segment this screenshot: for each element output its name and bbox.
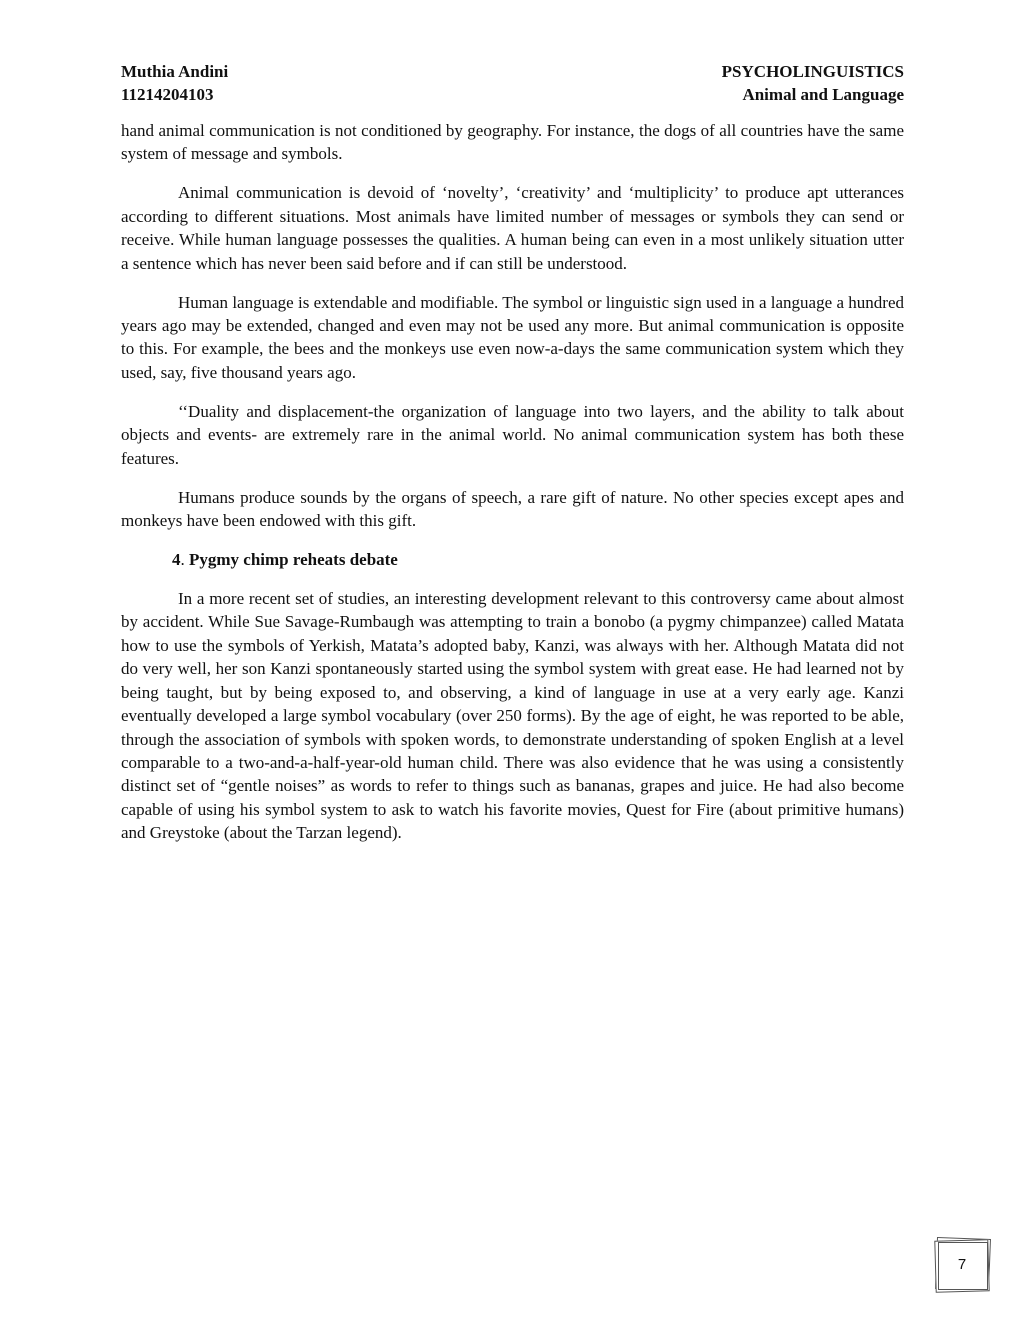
header-left [121,60,228,106]
page-number: 7 [957,1256,967,1273]
paragraph: ‘‘Duality and displacement-the organization of language into two layers, and the ability to talk about objects and events- are extremely rare in the animal world. No animal communication system has both these features. [121,401,904,468]
document-body [121,119,904,860]
student-id: 11214204103 [121,85,214,104]
paragraph: Humans produce sounds by the organs of speech, a rare gift of nature. No other species except apes and monkeys have been endowed with this gift. [121,487,904,531]
paragraph: Animal communication is devoid of ‘novelty’, ‘creativity’ and ‘multiplicity’ to produce apt utterances according to different situations. Most animals have limited number of messages or symbols they can send or receive. While human language possesses the qualities. A human being can even in a most unlikely situation utter a sentence which has never been said before and if can still be understood. [121,183,904,273]
paragraph: Human language is extendable and modifiable. The symbol or linguistic sign used in a language a hundred years ago may be extended, changed and even may not be used any more. But animal communication is opposite to this. For example, the bees and the monkeys use even now-a-days the same communication system which they used, say, five thousand years ago. [121,292,904,382]
paragraph: In a more recent set of studies, an interesting development relevant to this controversy came about almost by accident. While Sue Savage-Rumbaugh was attempting to train a bonobo (a pygmy chimpanzee) called Matata how to use the symbols of Yerkish, Matata’s adopted baby, Kanzi, was always with her. Although Matata did not do very well, her son Kanzi spontaneously started using the symbol system with great ease. He had learned not by being taught, but by being exposed to, and observing, a kind of language in use at a very early age. Kanzi eventually developed a large symbol vocabulary (over 250 forms). By the age of eight, he was reported to be able, through the association of symbols with spoken words, to demonstrate understanding of spoken English at a level comparable to a two-and-a-half-year-old human child. There was also evidence that he was using a consistently distinct set of “gentle noises” as words to refer to things such as bananas, grapes and juice. He had also become capable of using his symbol system to ask to watch his favorite movies, Quest for Fire (about primitive humans) and Greystoke (about the Tarzan legend). [121,589,904,843]
author-name: Muthia Andini [121,62,229,81]
section-number: 4 [172,550,181,570]
section-separator: . [180,550,189,570]
section-title: Pygmy chimp reheats debate [189,550,398,570]
section-heading [121,548,904,571]
page-number-box [934,1238,990,1292]
page-header [121,60,904,106]
header-right [722,60,904,106]
paragraph: hand animal communication is not conditioned by geography. For instance, the dogs of all countries have the same system of message and symbols. [121,121,904,164]
topic-title: Animal and Language [742,85,904,104]
course-title: PSYCHOLINGUISTICS [721,62,904,81]
